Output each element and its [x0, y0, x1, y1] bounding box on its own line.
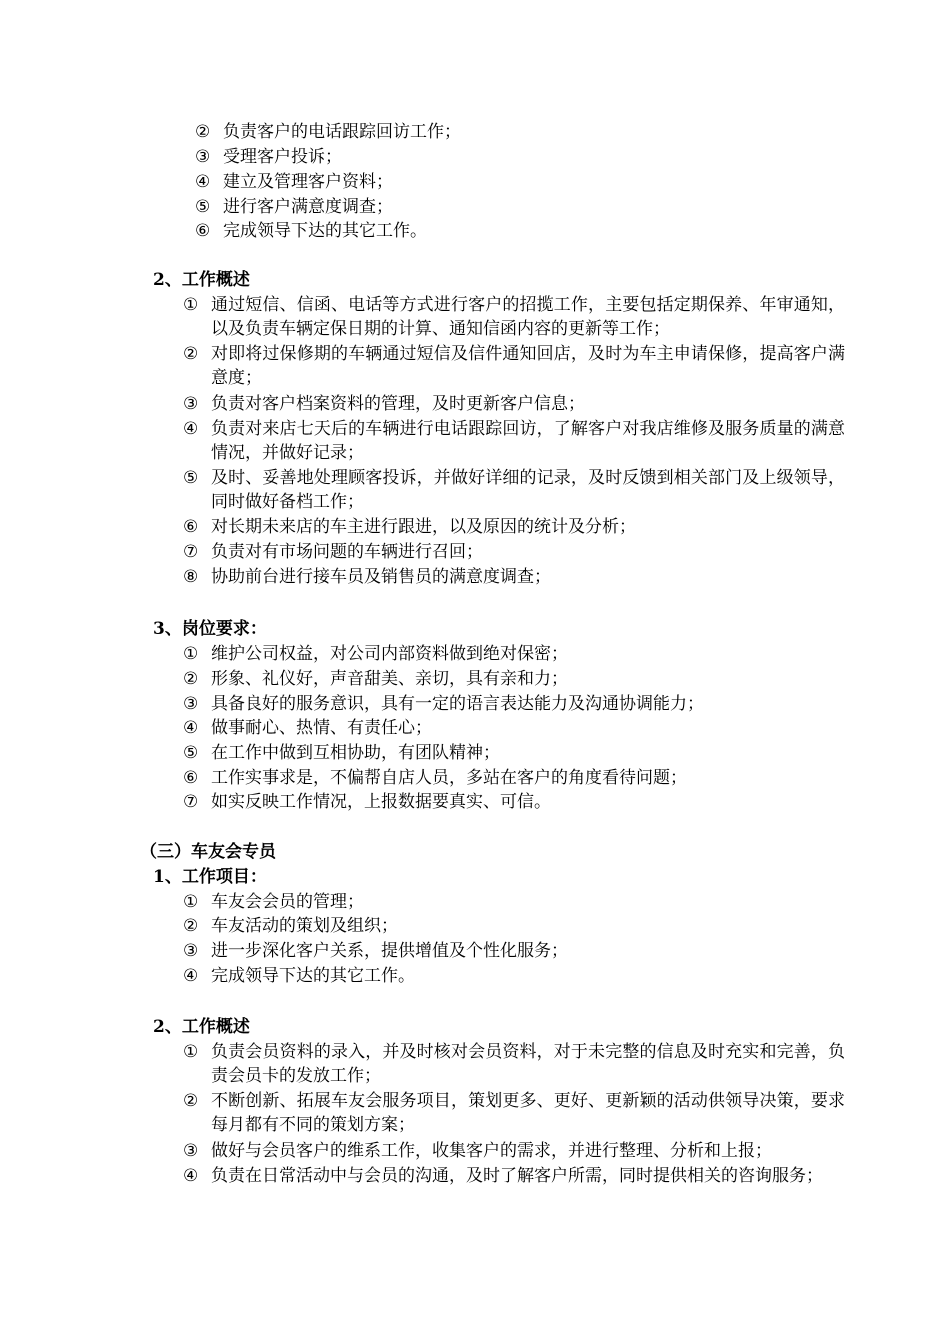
list-item [183, 540, 483, 564]
item-text: 进一步深化客户关系，提供增值及个性化服务； [211, 941, 568, 961]
list-item [183, 790, 551, 814]
item-text: 维护公司权益，对公司内部资料做到绝对保密； [211, 644, 568, 664]
item-number: ⑦ [183, 792, 199, 812]
item-number: ⑥ [183, 768, 199, 788]
list-item [195, 145, 342, 169]
item-number: ③ [195, 147, 211, 167]
item-number: ② [183, 1091, 199, 1111]
list-item [183, 1164, 845, 1188]
item-text: 负责客户的电话跟踪回访工作； [223, 122, 461, 142]
section-heading: 2、工作概述 [153, 270, 250, 290]
item-text: 及时、妥善地处理顾客投诉，并做好详细的记录，及时反馈到相关部门及上级领导，同时做好备档工作； [211, 468, 845, 512]
list-item [183, 692, 704, 716]
item-text: 负责对来店七天后的车辆进行电话跟踪回访，了解客户对我店维修及服务质量的满意情况，并做好记录； [211, 419, 845, 463]
part-title: （三）车友会专员 [140, 842, 276, 862]
list-item [183, 890, 364, 914]
item-text: 受理客户投诉； [223, 147, 342, 167]
item-number: ⑥ [183, 517, 199, 537]
list-item [183, 914, 398, 938]
list-item [195, 120, 461, 144]
list-item [183, 1089, 845, 1137]
list-item [183, 417, 845, 465]
list-item [183, 565, 551, 589]
item-number: ③ [183, 1141, 199, 1161]
item-text: 做事耐心、热情、有责任心； [211, 718, 432, 738]
item-number: ④ [183, 966, 199, 986]
list-item [195, 219, 427, 243]
item-text: 负责对有市场问题的车辆进行召回； [211, 542, 483, 562]
item-number: ④ [183, 1166, 199, 1186]
list-item [195, 170, 393, 194]
section-heading: 2、工作概述 [153, 1017, 250, 1037]
list-item [183, 293, 845, 341]
item-number: ③ [183, 694, 199, 714]
item-number: ③ [183, 394, 199, 414]
item-text: 负责对客户档案资料的管理，及时更新客户信息； [211, 394, 585, 414]
item-text: 完成领导下达的其它工作。 [211, 966, 415, 986]
item-text: 做好与会员客户的维系工作，收集客户的需求，并进行整理、分析和上报； [211, 1141, 772, 1161]
list-item [183, 515, 636, 539]
item-text: 对长期未来店的车主进行跟进，以及原因的统计及分析； [211, 517, 636, 537]
item-number: ⑤ [195, 197, 211, 217]
item-text: 如实反映工作情况，上报数据要真实、可信。 [211, 792, 551, 812]
list-item [183, 667, 568, 691]
item-number: ① [183, 644, 199, 664]
list-item [183, 392, 585, 416]
list-item [183, 466, 845, 514]
item-text: 形象、礼仪好，声音甜美、亲切，具有亲和力； [211, 669, 568, 689]
list-item [183, 642, 568, 666]
list-item [195, 195, 393, 219]
item-number: ② [183, 344, 199, 364]
item-text: 车友会会员的管理； [211, 892, 364, 912]
item-text: 工作实事求是，不偏帮自店人员，多站在客户的角度看待问题； [211, 768, 687, 788]
item-text: 具备良好的服务意识，具有一定的语言表达能力及沟通协调能力； [211, 694, 704, 714]
item-number: ① [183, 295, 199, 315]
item-number: ② [195, 122, 211, 142]
item-text: 车友活动的策划及组织； [211, 916, 398, 936]
list-item [183, 766, 687, 790]
list-item [183, 741, 500, 765]
item-text: 通过短信、信函、电话等方式进行客户的招揽工作，主要包括定期保养、年审通知，以及负责车辆定保日期的计算、通知信函内容的更新等工作； [211, 295, 845, 339]
list-item [183, 1139, 871, 1163]
item-number: ④ [183, 419, 199, 439]
item-number: ① [183, 1042, 199, 1062]
item-number: ⑥ [195, 221, 211, 241]
item-text: 协助前台进行接车员及销售员的满意度调查； [211, 567, 551, 587]
item-text: 完成领导下达的其它工作。 [223, 221, 427, 241]
item-number: ④ [183, 718, 199, 738]
list-item [183, 716, 432, 740]
item-text: 建立及管理客户资料； [223, 172, 393, 192]
section-heading: 1、工作项目： [153, 867, 267, 887]
item-text: 对即将过保修期的车辆通过短信及信件通知回店，及时为车主申请保修，提高客户满意度； [211, 344, 845, 388]
item-number: ① [183, 892, 199, 912]
item-number: ⑧ [183, 567, 199, 587]
item-text: 在工作中做到互相协助，有团队精神； [211, 743, 500, 763]
item-number: ⑦ [183, 542, 199, 562]
list-item [183, 939, 568, 963]
item-number: ② [183, 669, 199, 689]
list-item [183, 1040, 845, 1088]
item-text: 进行客户满意度调查； [223, 197, 393, 217]
item-number: ③ [183, 941, 199, 961]
item-number: ④ [195, 172, 211, 192]
list-item [183, 964, 415, 988]
item-number: ⑤ [183, 743, 199, 763]
item-number: ⑤ [183, 468, 199, 488]
item-number: ② [183, 916, 199, 936]
item-text: 负责在日常活动中与会员的沟通，及时了解客户所需，同时提供相关的咨询服务； [211, 1166, 823, 1186]
list-item [183, 342, 845, 390]
item-text: 不断创新、拓展车友会服务项目，策划更多、更好、更新颖的活动供领导决策，要求每月都有不同的策划方案； [211, 1091, 845, 1135]
item-text: 负责会员资料的录入，并及时核对会员资料，对于未完整的信息及时充实和完善，负责会员卡的发放工作； [211, 1042, 845, 1086]
section-heading: 3、岗位要求： [153, 619, 267, 639]
